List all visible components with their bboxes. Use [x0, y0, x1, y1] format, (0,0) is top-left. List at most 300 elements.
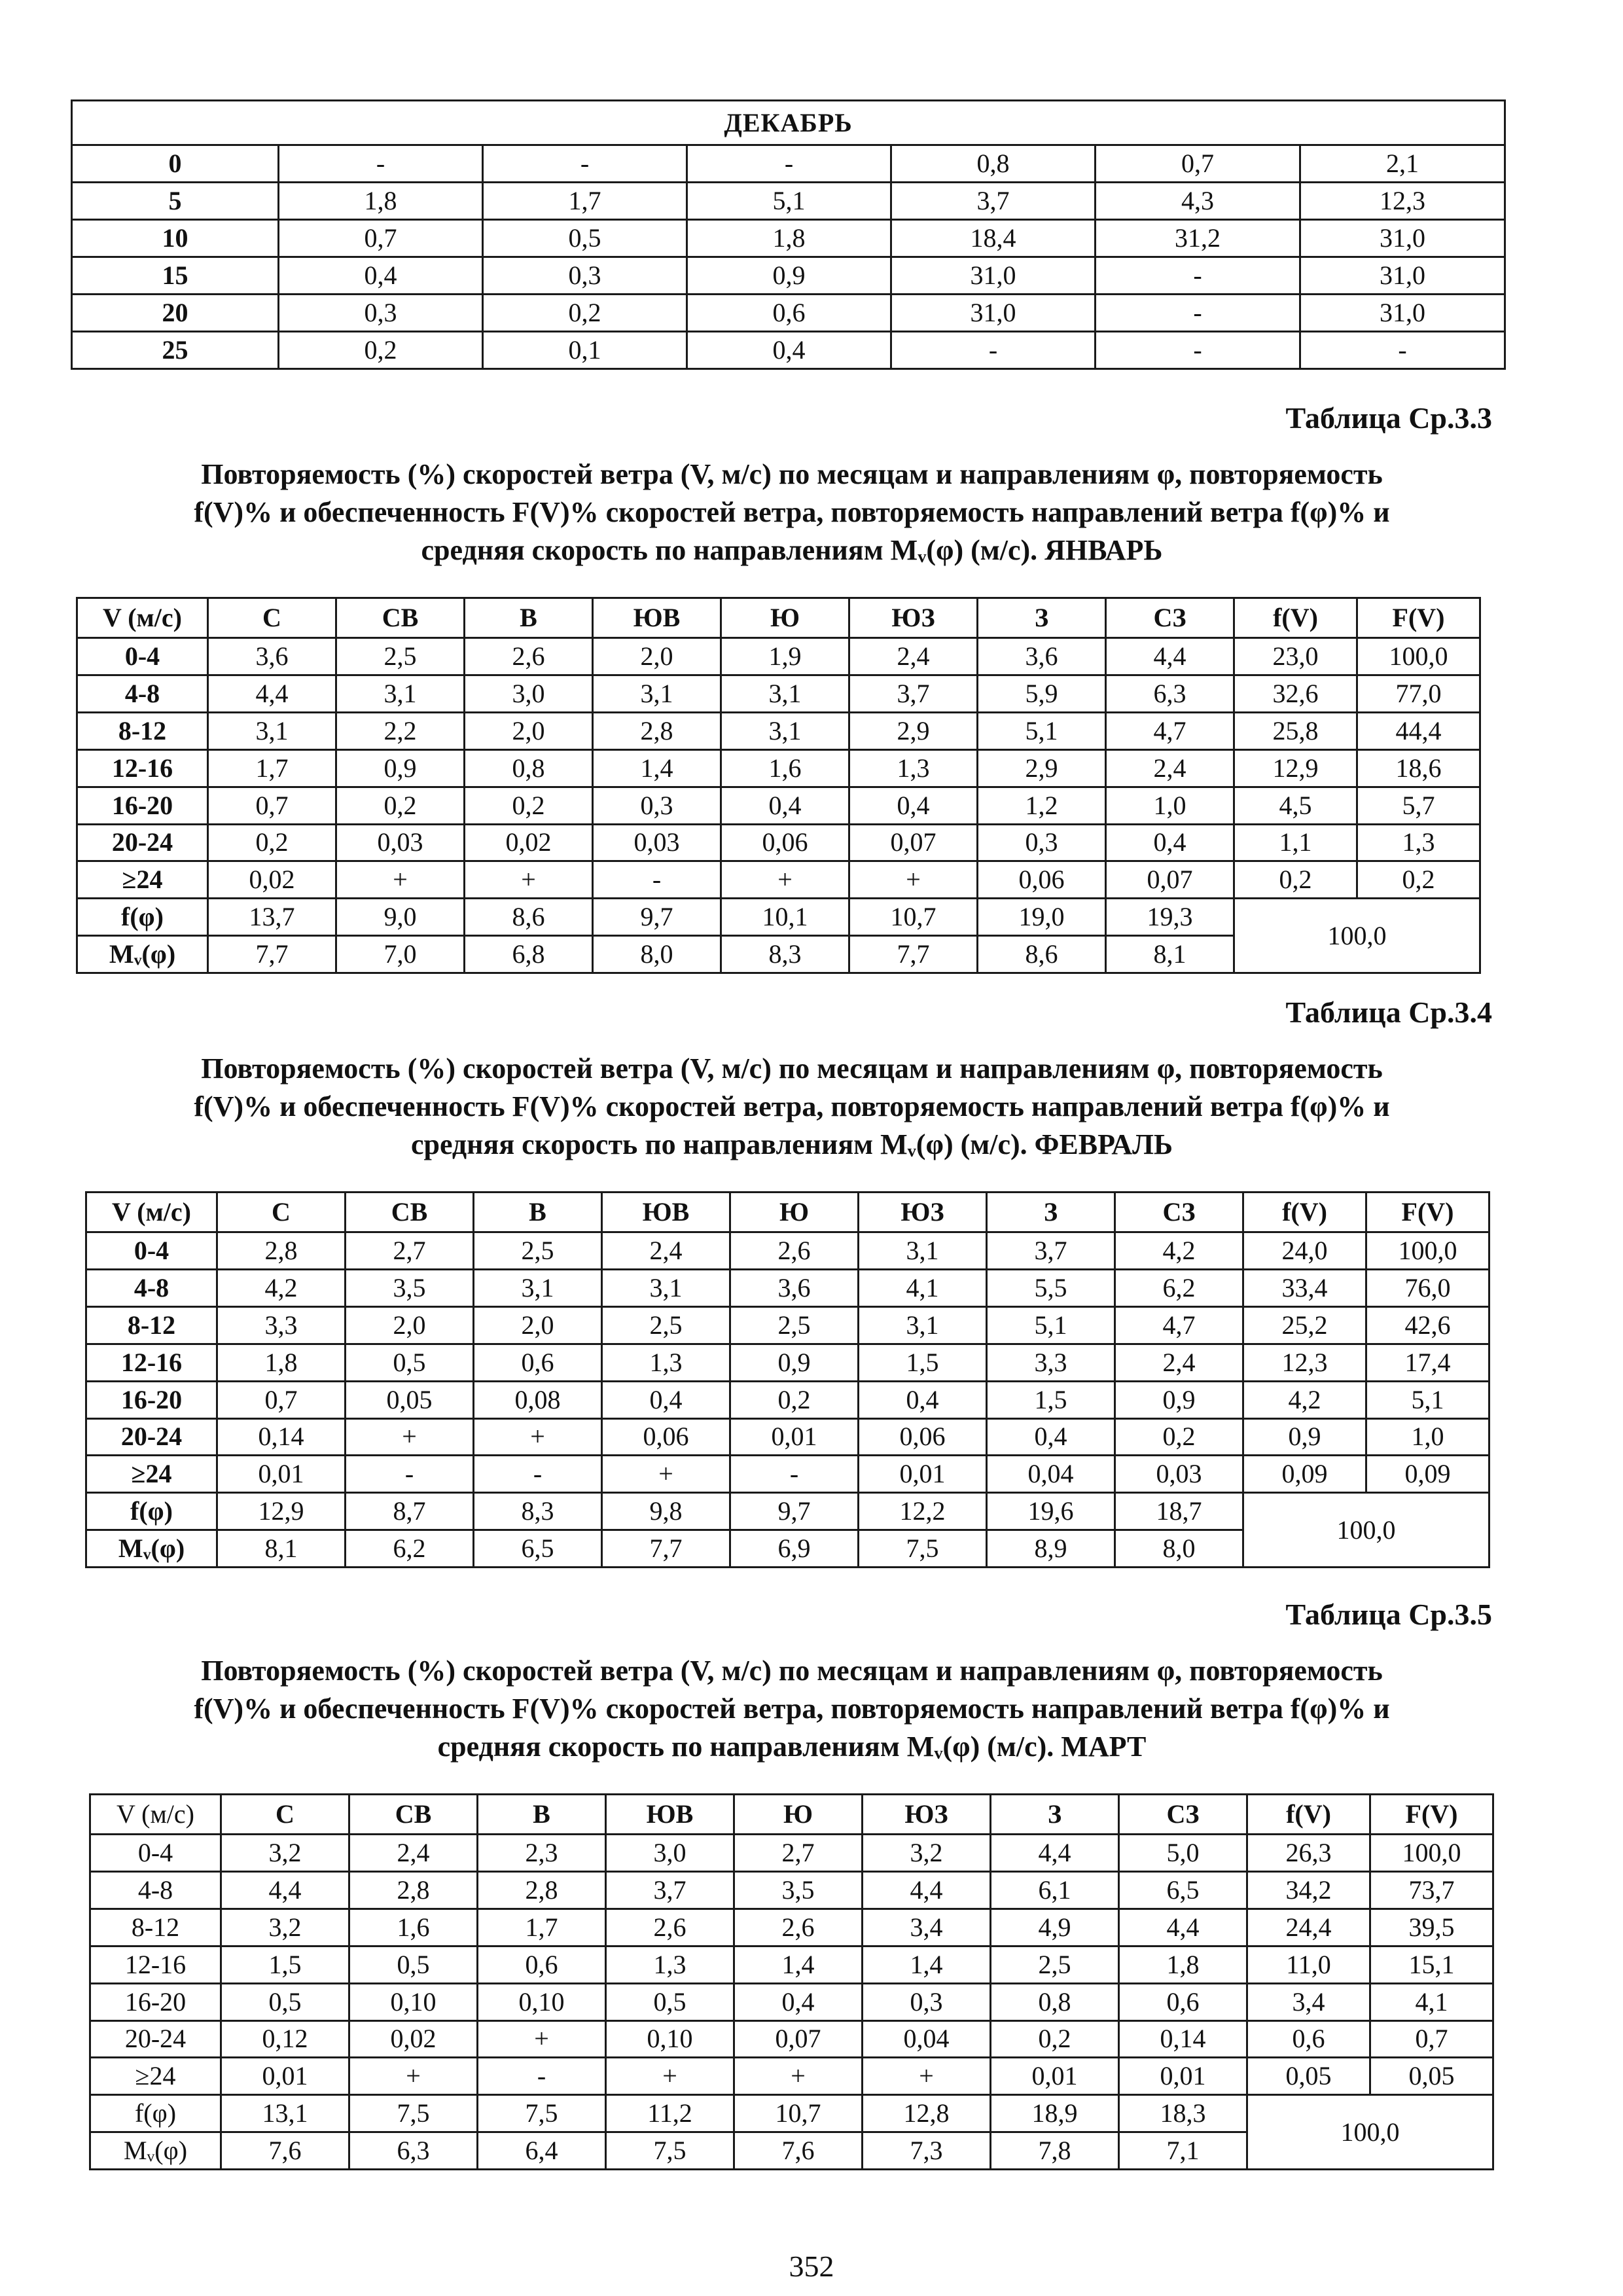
table-cell: 0,06	[721, 824, 849, 861]
table-cell: 1,0	[1106, 787, 1234, 824]
table-cell: 2,6	[465, 638, 593, 675]
row-label: 0-4	[90, 1835, 221, 1872]
table-cell: 3,0	[465, 675, 593, 713]
table-cell: 0,5	[221, 1983, 349, 2020]
table-cell: +	[346, 1418, 474, 1456]
row-label: 20	[72, 295, 279, 332]
table-cell: 0,4	[279, 257, 483, 295]
caption-line: f(V)% и обеспеченность F(V)% скоростей ветра, повторяемость направлений ветра f(φ)% и	[194, 496, 1390, 528]
table-cell: 8,3	[474, 1493, 602, 1530]
table-cell: 4,2	[1243, 1381, 1366, 1418]
table-cell: 13,1	[221, 2095, 349, 2132]
table-cell: 2,5	[336, 638, 465, 675]
column-header: ЮВ	[593, 598, 721, 638]
header-row	[86, 1193, 1489, 1232]
table-cell: 0,2	[208, 824, 336, 861]
table-cell: 12,3	[1243, 1344, 1366, 1381]
column-header: СВ	[346, 1193, 474, 1232]
table-cell: 6,3	[1106, 675, 1234, 713]
table-cell: 0,10	[478, 1983, 606, 2020]
table-cell: 0,6	[1119, 1983, 1247, 2020]
table-cell: 4,4	[221, 1872, 349, 1909]
table-cell: 0,07	[734, 2020, 863, 2058]
table-cell: 0,05	[346, 1381, 474, 1418]
table-cell: 2,4	[1106, 749, 1234, 787]
row-label: 0-4	[77, 638, 208, 675]
table-cell: 3,7	[606, 1872, 734, 1909]
table-row	[86, 1418, 1489, 1456]
table-cell: 8,6	[978, 936, 1106, 973]
table-cell: 0,01	[221, 2058, 349, 2095]
table-row	[90, 1872, 1493, 1909]
table-cell: 18,4	[891, 220, 1096, 257]
table-cell: -	[1096, 295, 1300, 332]
table-cell: 6,4	[478, 2132, 606, 2170]
table-cell: 1,8	[279, 183, 483, 220]
table-cell: 0,6	[687, 295, 891, 332]
table-cell: 0,2	[1357, 861, 1480, 899]
table-cell: 0,2	[1115, 1418, 1243, 1456]
table-cell: -	[478, 2058, 606, 2095]
table-cell: 5,1	[978, 712, 1106, 749]
table-cell: 0,10	[349, 1983, 478, 2020]
table-cell: 8,7	[346, 1493, 474, 1530]
table-cell: 5,9	[978, 675, 1106, 713]
table-row	[77, 749, 1480, 787]
table-cell: 6,5	[474, 1530, 602, 1568]
table-cell: 0,02	[208, 861, 336, 899]
table-cell: 18,7	[1115, 1493, 1243, 1530]
row-label: 0-4	[86, 1232, 217, 1270]
table-cell: 7,5	[859, 1530, 987, 1568]
table-cell: 0,03	[593, 824, 721, 861]
table-cell: 0,5	[483, 220, 687, 257]
table-row	[90, 2058, 1493, 2095]
column-header: В	[478, 1795, 606, 1835]
column-header: ЮВ	[602, 1193, 730, 1232]
table-cell: 0,7	[208, 787, 336, 824]
caption-line: Повторяемость (%) скоростей ветра (V, м/с) по месяцам и направлениям φ, повторяемость	[201, 1052, 1383, 1085]
table-cell: 3,2	[221, 1909, 349, 1946]
caption-line: средняя скорость по направлениям Mᵥ(φ) (м/с). МАРТ	[437, 1731, 1147, 1763]
table-cell: 0,3	[593, 787, 721, 824]
table-cell: 2,5	[730, 1306, 859, 1344]
table-cell: 3,3	[217, 1306, 346, 1344]
table-cell: 0,14	[217, 1418, 346, 1456]
table-cell: 1,0	[1366, 1418, 1489, 1456]
table-cell: 10,7	[734, 2095, 863, 2132]
table-cell: 0,06	[859, 1418, 987, 1456]
table-cell: 9,0	[336, 899, 465, 936]
table-cell: -	[891, 332, 1096, 369]
table-cell: 1,5	[987, 1381, 1115, 1418]
table-cell: 2,8	[478, 1872, 606, 1909]
table-cell: 17,4	[1366, 1344, 1489, 1381]
row-label: 8-12	[77, 712, 208, 749]
caption-line: f(V)% и обеспеченность F(V)% скоростей ветра, повторяемость направлений ветра f(φ)% и	[194, 1693, 1390, 1725]
table-row	[77, 787, 1480, 824]
row-label: f(φ)	[90, 2095, 221, 2132]
table-cell: 0,4	[721, 787, 849, 824]
column-header: Ю	[734, 1795, 863, 1835]
table-cell: 2,6	[734, 1909, 863, 1946]
table-row	[90, 1946, 1493, 1983]
table-cell: 4,7	[1115, 1306, 1243, 1344]
table-cell: 2,6	[730, 1232, 859, 1270]
table-cell: 0,4	[987, 1418, 1115, 1456]
table-cell: 3,7	[987, 1232, 1115, 1270]
table-cell: 2,6	[606, 1909, 734, 1946]
row-label: 12-16	[77, 749, 208, 787]
column-header: СЗ	[1106, 598, 1234, 638]
table-row	[90, 1835, 1493, 1872]
table-cell: 11,2	[606, 2095, 734, 2132]
table-cell: 2,9	[849, 712, 978, 749]
table-row	[90, 1983, 1493, 2020]
row-label: Mᵥ(φ)	[90, 2132, 221, 2170]
table-row	[77, 712, 1480, 749]
table-cell: 4,1	[859, 1270, 987, 1307]
table-cell: 23,0	[1234, 638, 1357, 675]
column-header: В	[465, 598, 593, 638]
table-row	[90, 1909, 1493, 1946]
table-cell: 0,6	[1247, 2020, 1370, 2058]
table-cell: 26,3	[1247, 1835, 1370, 1872]
table-cell: 3,7	[849, 675, 978, 713]
table-cell: 0,2	[991, 2020, 1119, 2058]
column-header: В	[474, 1193, 602, 1232]
table-cell: 8,1	[1106, 936, 1234, 973]
table-cell: 2,8	[593, 712, 721, 749]
table-cell: 4,4	[863, 1872, 991, 1909]
table-cell: 0,04	[863, 2020, 991, 2058]
table-cell: 0,5	[606, 1983, 734, 2020]
table-cell: 0,05	[1370, 2058, 1493, 2095]
table-cell: 6,2	[1115, 1270, 1243, 1307]
table-cell: +	[863, 2058, 991, 2095]
table-cell: 0,01	[1119, 2058, 1247, 2095]
table-row	[86, 1232, 1489, 1270]
column-header: F(V)	[1357, 598, 1480, 638]
table-cell: 8,9	[987, 1530, 1115, 1568]
table-cell: 0,5	[349, 1946, 478, 1983]
row-label: 4-8	[77, 675, 208, 713]
table-cell: 2,8	[349, 1872, 478, 1909]
table-3-3-caption	[92, 456, 1492, 569]
table-cell: +	[721, 861, 849, 899]
table-cell: 0,3	[279, 295, 483, 332]
row-label: Mᵥ(φ)	[86, 1530, 217, 1568]
table-cell: 4,2	[1115, 1232, 1243, 1270]
table-cell: 0,4	[849, 787, 978, 824]
table-cell: 10,7	[849, 899, 978, 936]
table-cell: 8,0	[1115, 1530, 1243, 1568]
table-cell: 7,6	[734, 2132, 863, 2170]
table-cell: 5,0	[1119, 1835, 1247, 1872]
table-cell: 2,5	[991, 1946, 1119, 1983]
table-cell: +	[474, 1418, 602, 1456]
table-cell: 7,7	[208, 936, 336, 973]
table-cell: 0,02	[465, 824, 593, 861]
row-label: 12-16	[90, 1946, 221, 1983]
table-row	[77, 638, 1480, 675]
column-header: С	[217, 1193, 346, 1232]
table-cell: 1,3	[849, 749, 978, 787]
december-title: ДЕКАБРЬ	[72, 101, 1505, 145]
table-cell: 1,7	[478, 1909, 606, 1946]
table-row	[86, 1456, 1489, 1493]
column-header: ЮВ	[606, 1795, 734, 1835]
table-cell: 0,8	[891, 145, 1096, 183]
table-cell: 9,8	[602, 1493, 730, 1530]
table-cell: 0,01	[991, 2058, 1119, 2095]
table-cell: 31,0	[891, 295, 1096, 332]
column-header: ЮЗ	[863, 1795, 991, 1835]
table-cell: 0,9	[336, 749, 465, 787]
table-cell: -	[687, 145, 891, 183]
table-cell: 0,9	[730, 1344, 859, 1381]
row-label: 12-16	[86, 1344, 217, 1381]
table-cell: +	[602, 1456, 730, 1493]
table-cell: -	[730, 1456, 859, 1493]
table-cell: 31,2	[1096, 220, 1300, 257]
header-row	[77, 598, 1480, 638]
column-header: F(V)	[1366, 1193, 1489, 1232]
table-cell: 9,7	[730, 1493, 859, 1530]
table-cell: 3,1	[602, 1270, 730, 1307]
table-row	[86, 1381, 1489, 1418]
column-header: f(V)	[1243, 1193, 1366, 1232]
table-3-3	[76, 597, 1481, 974]
table-row	[72, 257, 1505, 295]
table-cell: 0,6	[474, 1344, 602, 1381]
row-label: 25	[72, 332, 279, 369]
caption-line: Повторяемость (%) скоростей ветра (V, м/с) по месяцам и направлениям φ, повторяемость	[201, 458, 1383, 490]
header-row	[90, 1795, 1493, 1835]
table-cell: 5,7	[1357, 787, 1480, 824]
row-label: 20-24	[86, 1418, 217, 1456]
table-cell: 1,4	[863, 1946, 991, 1983]
table-cell: 2,1	[1300, 145, 1505, 183]
table-cell: 3,1	[721, 675, 849, 713]
table-cell: 77,0	[1357, 675, 1480, 713]
table-cell: 42,6	[1366, 1306, 1489, 1344]
table-cell: 0,7	[1370, 2020, 1493, 2058]
table-cell: 2,4	[849, 638, 978, 675]
row-label: 0	[72, 145, 279, 183]
table-cell: 13,7	[208, 899, 336, 936]
table-row	[86, 1344, 1489, 1381]
table-3-5	[89, 1793, 1494, 2170]
total-cell: 100,0	[1243, 1493, 1489, 1568]
table-cell: 0,4	[1106, 824, 1234, 861]
column-header: Ю	[721, 598, 849, 638]
table-cell: 0,3	[483, 257, 687, 295]
table-cell: 0,05	[1247, 2058, 1370, 2095]
table-cell: 2,0	[346, 1306, 474, 1344]
table-cell: -	[1300, 332, 1505, 369]
table-cell: 3,2	[221, 1835, 349, 1872]
row-label: ≥24	[90, 2058, 221, 2095]
table-cell: 3,1	[336, 675, 465, 713]
table-cell: 7,5	[606, 2132, 734, 2170]
table-cell: 1,2	[978, 787, 1106, 824]
table-cell: 3,0	[606, 1835, 734, 1872]
table-cell: 0,7	[217, 1381, 346, 1418]
table-cell: 3,1	[474, 1270, 602, 1307]
table-cell: 1,6	[349, 1909, 478, 1946]
table-cell: 12,3	[1300, 183, 1505, 220]
table-cell: +	[465, 861, 593, 899]
table-cell: 8,0	[593, 936, 721, 973]
table-cell: 4,1	[1370, 1983, 1493, 2020]
table-cell: 1,1	[1234, 824, 1357, 861]
table-cell: 15,1	[1370, 1946, 1493, 1983]
table-cell: 2,3	[478, 1835, 606, 1872]
table-cell: 0,3	[978, 824, 1106, 861]
table-3-4-number: Таблица Ср.3.4	[1285, 996, 1492, 1029]
row-label: 16-20	[86, 1381, 217, 1418]
table-cell: 0,9	[1243, 1418, 1366, 1456]
table-cell: 100,0	[1366, 1232, 1489, 1270]
table-cell: +	[336, 861, 465, 899]
table-cell: 11,0	[1247, 1946, 1370, 1983]
table-cell: 4,7	[1106, 712, 1234, 749]
table-cell: 1,6	[721, 749, 849, 787]
table-cell: 0,09	[1366, 1456, 1489, 1493]
table-row	[90, 2020, 1493, 2058]
table-cell: 6,3	[349, 2132, 478, 2170]
table-cell: 5,5	[987, 1270, 1115, 1307]
column-header: З	[991, 1795, 1119, 1835]
table-cell: 0,04	[987, 1456, 1115, 1493]
table-cell: 1,7	[208, 749, 336, 787]
column-header: З	[987, 1193, 1115, 1232]
table-cell: -	[1096, 257, 1300, 295]
direction-frequency-row	[86, 1493, 1489, 1530]
column-header: f(V)	[1247, 1795, 1370, 1835]
row-label: 15	[72, 257, 279, 295]
table-cell: +	[478, 2020, 606, 2058]
row-label: Mᵥ(φ)	[77, 936, 208, 973]
table-cell: 0,4	[687, 332, 891, 369]
table-row	[72, 295, 1505, 332]
table-cell: 3,5	[734, 1872, 863, 1909]
table-cell: 31,0	[1300, 295, 1505, 332]
table-cell: 0,01	[217, 1456, 346, 1493]
table-cell: 0,2	[465, 787, 593, 824]
table-cell: 7,8	[991, 2132, 1119, 2170]
table-cell: 0,02	[349, 2020, 478, 2058]
table-cell: 5,1	[687, 183, 891, 220]
table-cell: 44,4	[1357, 712, 1480, 749]
table-cell: 0,01	[730, 1418, 859, 1456]
table-cell: 5,1	[987, 1306, 1115, 1344]
table-row	[72, 145, 1505, 183]
table-cell: 4,4	[991, 1835, 1119, 1872]
row-label: 8-12	[90, 1909, 221, 1946]
row-label: 4-8	[90, 1872, 221, 1909]
table-cell: 1,4	[593, 749, 721, 787]
table-cell: 31,0	[1300, 257, 1505, 295]
table-cell: 0,01	[859, 1456, 987, 1493]
table-cell: 1,5	[859, 1344, 987, 1381]
table-cell: 0,8	[465, 749, 593, 787]
table-cell: 0,4	[859, 1381, 987, 1418]
table-cell: 3,6	[208, 638, 336, 675]
row-label: ≥24	[86, 1456, 217, 1493]
column-header: Ю	[730, 1193, 859, 1232]
row-label: f(φ)	[77, 899, 208, 936]
table-cell: 3,1	[593, 675, 721, 713]
table-cell: -	[1096, 332, 1300, 369]
table-cell: 6,2	[346, 1530, 474, 1568]
table-cell: 2,4	[1115, 1344, 1243, 1381]
table-3-4-caption	[92, 1050, 1492, 1164]
table-row	[72, 220, 1505, 257]
table-cell: 31,0	[891, 257, 1096, 295]
table-cell: 3,1	[208, 712, 336, 749]
table-cell: 7,5	[349, 2095, 478, 2132]
column-header: С	[208, 598, 336, 638]
table-cell: 31,0	[1300, 220, 1505, 257]
table-cell: 1,3	[1357, 824, 1480, 861]
table-cell: 2,2	[336, 712, 465, 749]
table-cell: 18,6	[1357, 749, 1480, 787]
table-cell: 3,2	[863, 1835, 991, 1872]
table-cell: 3,6	[978, 638, 1106, 675]
table-cell: 3,1	[859, 1306, 987, 1344]
table-cell: 7,0	[336, 936, 465, 973]
table-row	[72, 183, 1505, 220]
table-cell: 3,5	[346, 1270, 474, 1307]
table-row	[86, 1270, 1489, 1307]
column-header: ЮЗ	[849, 598, 978, 638]
table-cell: 25,2	[1243, 1306, 1366, 1344]
table-cell: 19,3	[1106, 899, 1234, 936]
table-cell: 4,5	[1234, 787, 1357, 824]
table-cell: 0,2	[730, 1381, 859, 1418]
table-cell: 100,0	[1357, 638, 1480, 675]
table-cell: 0,06	[602, 1418, 730, 1456]
table-cell: 7,3	[863, 2132, 991, 2170]
table-cell: 8,3	[721, 936, 849, 973]
table-cell: -	[346, 1456, 474, 1493]
table-cell: 12,9	[1234, 749, 1357, 787]
table-cell: 0,5	[346, 1344, 474, 1381]
table-cell: 18,3	[1119, 2095, 1247, 2132]
table-cell: 4,3	[1096, 183, 1300, 220]
table-cell: 0,9	[1115, 1381, 1243, 1418]
direction-frequency-row	[90, 2095, 1493, 2132]
table-cell: 7,6	[221, 2132, 349, 2170]
table-cell: 2,0	[474, 1306, 602, 1344]
table-cell: 0,06	[978, 861, 1106, 899]
table-cell: 34,2	[1247, 1872, 1370, 1909]
table-cell: +	[734, 2058, 863, 2095]
table-cell: 0,14	[1119, 2020, 1247, 2058]
column-header: З	[978, 598, 1106, 638]
table-cell: 1,8	[1119, 1946, 1247, 1983]
row-label: 5	[72, 183, 279, 220]
table-cell: 2,7	[734, 1835, 863, 1872]
column-header: СЗ	[1119, 1795, 1247, 1835]
table-cell: 0,2	[336, 787, 465, 824]
column-header: V (м/с)	[90, 1795, 221, 1835]
table-cell: 0,8	[991, 1983, 1119, 2020]
table-cell: 0,2	[483, 295, 687, 332]
table-cell: 4,4	[1119, 1909, 1247, 1946]
